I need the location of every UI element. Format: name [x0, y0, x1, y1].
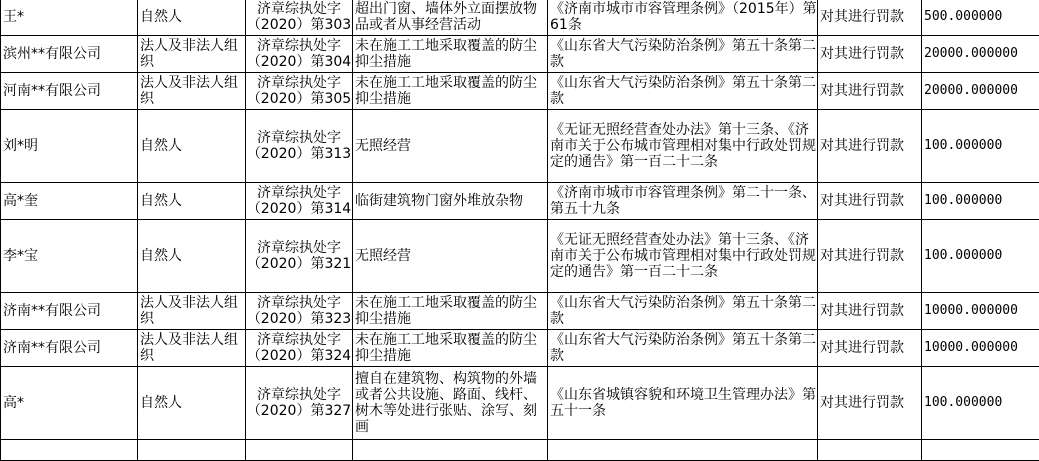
cell-type: 自然人	[138, 367, 246, 440]
cell-amount: 10000.000000	[922, 293, 1039, 330]
cell-fact: 超出门窗、墙体外立面摆放物品或者从事经营活动	[353, 0, 548, 36]
table-row	[1, 293, 1039, 330]
cell-case: 济章综执处字（2020）第327	[246, 367, 353, 440]
cell-name: 河南**有限公司	[1, 73, 138, 110]
cell-basis: 《济南市城市市容管理条例》（2015年）第61条	[548, 0, 818, 36]
cell-fact: 无照经营	[353, 220, 548, 293]
cell-type: 自然人	[138, 110, 246, 183]
table-row	[1, 0, 1039, 36]
cell-result: 对其进行罚款	[818, 367, 922, 440]
cell-name: 高*奎	[1, 183, 138, 220]
cell-fact: 无照经营	[353, 110, 548, 183]
table-row	[1, 36, 1039, 73]
table-row	[1, 220, 1039, 293]
cell-empty	[353, 440, 548, 461]
cell-empty	[818, 440, 922, 461]
cell-result: 对其进行罚款	[818, 73, 922, 110]
cell-case: 济章综执处字（2020）第314	[246, 183, 353, 220]
table-row	[1, 330, 1039, 367]
cell-case: 济章综执处字（2020）第303	[246, 0, 353, 36]
cell-amount: 10000.000000	[922, 330, 1039, 367]
table-row	[1, 110, 1039, 183]
cell-fact: 未在施工工地采取覆盖的防尘抑尘措施	[353, 293, 548, 330]
cell-basis: 《无证无照经营查处办法》第十三条、《济南市关于公布城市管理相对集中行政处罚规定的通告》第一百二十二条	[548, 220, 818, 293]
cell-case: 济章综执处字（2020）第324	[246, 330, 353, 367]
cell-case: 济章综执处字（2020）第323	[246, 293, 353, 330]
cell-case: 济章综执处字（2020）第305	[246, 73, 353, 110]
cell-name: 济南**有限公司	[1, 330, 138, 367]
cell-result: 对其进行罚款	[818, 293, 922, 330]
cell-result: 对其进行罚款	[818, 36, 922, 73]
cell-basis: 《山东省大气污染防治条例》第五十条第二款	[548, 73, 818, 110]
cell-result: 对其进行罚款	[818, 110, 922, 183]
cell-type: 法人及非法人组织	[138, 293, 246, 330]
cell-amount: 100.000000	[922, 110, 1039, 183]
cell-fact: 未在施工工地采取覆盖的防尘抑尘措施	[353, 36, 548, 73]
cell-amount: 100.000000	[922, 183, 1039, 220]
cell-fact: 临街建筑物门窗外堆放杂物	[353, 183, 548, 220]
cell-name: 济南**有限公司	[1, 293, 138, 330]
cell-case: 济章综执处字（2020）第313	[246, 110, 353, 183]
cell-amount: 100.000000	[922, 367, 1039, 440]
cell-amount: 20000.000000	[922, 73, 1039, 110]
table-row	[1, 183, 1039, 220]
cell-basis: 《济南市城市市容管理条例》第二十一条、第五十九条	[548, 183, 818, 220]
cell-name: 李*宝	[1, 220, 138, 293]
cell-case: 济章综执处字（2020）第304	[246, 36, 353, 73]
cell-empty	[1, 440, 138, 461]
cell-type: 法人及非法人组织	[138, 73, 246, 110]
cell-basis: 《山东省大气污染防治条例》第五十条第二款	[548, 36, 818, 73]
cell-amount: 100.000000	[922, 220, 1039, 293]
cell-type: 法人及非法人组织	[138, 36, 246, 73]
cell-name: 刘*明	[1, 110, 138, 183]
cell-amount: 20000.000000	[922, 36, 1039, 73]
cell-result: 对其进行罚款	[818, 330, 922, 367]
cell-result: 对其进行罚款	[818, 220, 922, 293]
cell-type: 法人及非法人组织	[138, 330, 246, 367]
cell-type: 自然人	[138, 0, 246, 36]
table-row	[1, 73, 1039, 110]
cell-basis: 《山东省大气污染防治条例》第五十条第二款	[548, 330, 818, 367]
cell-empty	[138, 440, 246, 461]
table-row	[1, 440, 1039, 461]
cell-fact: 未在施工工地采取覆盖的防尘抑尘措施	[353, 330, 548, 367]
cell-name: 高*	[1, 367, 138, 440]
cell-result: 对其进行罚款	[818, 0, 922, 36]
cell-empty	[548, 440, 818, 461]
cell-amount: 500.000000	[922, 0, 1039, 36]
table-row	[1, 367, 1039, 440]
cell-fact: 未在施工工地采取覆盖的防尘抑尘措施	[353, 73, 548, 110]
cell-basis: 《山东省城镇容貌和环境卫生管理办法》第五十一条	[548, 367, 818, 440]
cell-fact: 擅自在建筑物、构筑物的外墙或者公共设施、路面、线杆、树木等处进行张贴、涂写、刻画	[353, 367, 548, 440]
cell-type: 自然人	[138, 220, 246, 293]
cell-basis: 《无证无照经营查处办法》第十三条、《济南市关于公布城市管理相对集中行政处罚规定的通告》第一百二十二条	[548, 110, 818, 183]
cell-empty	[922, 440, 1039, 461]
cell-case: 济章综执处字（2020）第321	[246, 220, 353, 293]
cell-empty	[246, 440, 353, 461]
cell-result: 对其进行罚款	[818, 183, 922, 220]
cell-basis: 《山东省大气污染防治条例》第五十条第二款	[548, 293, 818, 330]
cell-type: 自然人	[138, 183, 246, 220]
cell-name: 王*	[1, 0, 138, 36]
cell-name: 滨州**有限公司	[1, 36, 138, 73]
